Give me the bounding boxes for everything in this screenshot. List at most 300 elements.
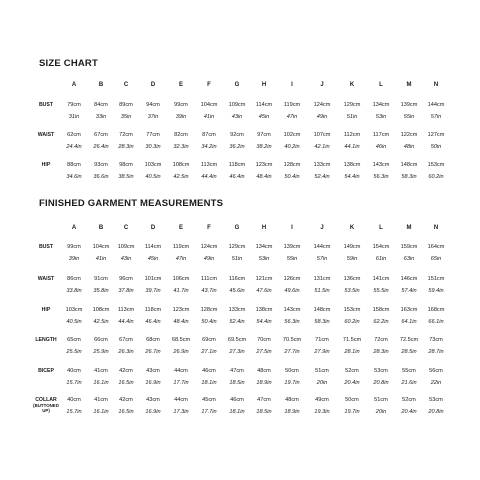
cm-value: 103cm bbox=[144, 162, 162, 168]
measurement-cell bbox=[223, 132, 251, 151]
cm-value: 41cm bbox=[94, 397, 108, 403]
cm-value: 56cm bbox=[429, 368, 443, 374]
cm-value: 128cm bbox=[200, 307, 218, 313]
inch-value: 53in bbox=[258, 256, 270, 262]
measurement-cell bbox=[422, 397, 450, 416]
measurement-cell bbox=[112, 132, 140, 151]
cm-value: 53cm bbox=[374, 368, 388, 374]
row-label bbox=[33, 162, 59, 168]
cm-value: 44cm bbox=[174, 397, 188, 403]
row-label bbox=[33, 307, 59, 313]
cm-value: 89cm bbox=[119, 102, 133, 108]
inch-value: 40.5in bbox=[66, 319, 82, 325]
cm-value: 123cm bbox=[172, 307, 190, 313]
cm-value: 68cm bbox=[146, 337, 160, 343]
measurement-cell bbox=[195, 102, 223, 121]
measurement-cell bbox=[367, 102, 395, 121]
measurement-cell bbox=[167, 276, 195, 295]
size-letter: C bbox=[123, 82, 129, 88]
inch-value: 55in bbox=[403, 114, 415, 120]
cm-value: 70cm bbox=[257, 337, 271, 343]
cm-value: 48cm bbox=[285, 397, 299, 403]
measurement-cell bbox=[112, 337, 140, 356]
inch-value: 58.3in bbox=[401, 174, 417, 180]
measurement-cell bbox=[422, 162, 450, 181]
row-label-note: (BUTTONED UP) bbox=[33, 403, 59, 413]
cm-value: 66cm bbox=[94, 337, 108, 343]
measurement-cell bbox=[308, 368, 336, 387]
inch-value: 19.3in bbox=[314, 409, 330, 415]
measurement-cell bbox=[422, 276, 450, 295]
inch-value: 53.5in bbox=[344, 288, 360, 294]
measurement-cell bbox=[278, 244, 306, 263]
inch-value: 26.4in bbox=[93, 144, 109, 150]
cm-value: 114cm bbox=[144, 244, 162, 250]
cm-value: 149cm bbox=[343, 244, 361, 250]
cm-value: 128cm bbox=[283, 162, 301, 168]
inch-value: 20in bbox=[316, 380, 328, 386]
inch-value: 28.1in bbox=[344, 349, 360, 355]
row-label bbox=[33, 337, 59, 343]
inch-value: 24.4in bbox=[66, 144, 82, 150]
inch-value: 60.2in bbox=[344, 319, 360, 325]
measurement-cell bbox=[278, 397, 306, 416]
measurement-cell bbox=[338, 102, 366, 121]
cm-value: 84cm bbox=[94, 102, 108, 108]
measurement-cell bbox=[395, 102, 423, 121]
measurement-cell bbox=[223, 397, 251, 416]
cm-value: 153cm bbox=[427, 162, 445, 168]
measurement-cell bbox=[278, 276, 306, 295]
measurement-cell bbox=[87, 397, 115, 416]
cm-value: 97cm bbox=[257, 132, 271, 138]
inch-value: 48.4in bbox=[256, 174, 272, 180]
measurement-cell bbox=[308, 276, 336, 295]
size-chart-title: SIZE CHART bbox=[39, 58, 98, 69]
measurement-cell bbox=[223, 307, 251, 326]
cm-value: 131cm bbox=[313, 276, 331, 282]
measurement-cell bbox=[395, 337, 423, 356]
size-letter: E bbox=[178, 225, 183, 231]
row-label bbox=[33, 276, 59, 282]
cm-value: 159cm bbox=[400, 244, 418, 250]
measurement-cell bbox=[367, 276, 395, 295]
measurement-cell bbox=[367, 162, 395, 181]
cm-value: 127cm bbox=[427, 132, 445, 138]
cm-value: 45cm bbox=[202, 397, 216, 403]
size-letter: K bbox=[349, 225, 355, 231]
measurement-cell bbox=[278, 307, 306, 326]
inch-value: 44.4in bbox=[118, 319, 134, 325]
cm-value: 109cm bbox=[228, 102, 246, 108]
size-letter: J bbox=[320, 225, 324, 231]
size-letter: I bbox=[291, 225, 293, 231]
inch-value: 46.4in bbox=[229, 174, 245, 180]
size-letter: B bbox=[98, 82, 104, 88]
inch-value: 17.3in bbox=[173, 409, 189, 415]
inch-value: 49.6in bbox=[284, 288, 300, 294]
inch-value: 27.9in bbox=[314, 349, 330, 355]
measurement-cell bbox=[60, 244, 88, 263]
inch-value: 45in bbox=[147, 256, 159, 262]
inch-value: 55in bbox=[286, 256, 298, 262]
cm-value: 52cm bbox=[402, 397, 416, 403]
measurement-cell bbox=[422, 337, 450, 356]
size-letter: H bbox=[261, 82, 267, 88]
inch-value: 35.8in bbox=[93, 288, 109, 294]
inch-value: 64.1in bbox=[401, 319, 417, 325]
measurement-cell bbox=[60, 337, 88, 356]
measurement-cell bbox=[278, 368, 306, 387]
measurement-cell bbox=[338, 276, 366, 295]
size-letter: M bbox=[406, 82, 412, 88]
measurement-cell bbox=[395, 307, 423, 326]
row-label-text: HIP bbox=[41, 307, 51, 313]
measurement-cell bbox=[422, 307, 450, 326]
inch-value: 28.7in bbox=[428, 349, 444, 355]
measurement-cell bbox=[395, 397, 423, 416]
row-label-text: BUST bbox=[38, 102, 54, 108]
cm-value: 126cm bbox=[283, 276, 301, 282]
inch-value: 18.5in bbox=[229, 380, 245, 386]
cm-value: 92cm bbox=[230, 132, 244, 138]
inch-value: 19.7in bbox=[284, 380, 300, 386]
inch-value: 43.7in bbox=[201, 288, 217, 294]
row-label-text: COLLAR bbox=[35, 397, 57, 403]
cm-value: 138cm bbox=[343, 162, 361, 168]
inch-value: 46.4in bbox=[145, 319, 161, 325]
inch-value: 25.9in bbox=[93, 349, 109, 355]
size-letter: N bbox=[433, 225, 439, 231]
inch-value: 40.2in bbox=[284, 144, 300, 150]
cm-value: 104cm bbox=[200, 102, 218, 108]
inch-value: 20in bbox=[375, 409, 387, 415]
cm-value: 72cm bbox=[119, 132, 133, 138]
measurement-cell bbox=[395, 276, 423, 295]
cm-value: 67cm bbox=[94, 132, 108, 138]
cm-value: 141cm bbox=[372, 276, 390, 282]
inch-value: 45.6in bbox=[229, 288, 245, 294]
measurement-cell bbox=[250, 368, 278, 387]
size-letter: G bbox=[234, 82, 240, 88]
inch-value: 51in bbox=[346, 114, 358, 120]
cm-value: 99cm bbox=[67, 244, 81, 250]
cm-value: 88cm bbox=[67, 162, 81, 168]
cm-value: 46cm bbox=[202, 368, 216, 374]
measurement-cell bbox=[139, 132, 167, 151]
measurement-cell bbox=[278, 102, 306, 121]
size-letter: I bbox=[291, 82, 293, 88]
measurement-cell bbox=[87, 162, 115, 181]
inch-value: 50in bbox=[430, 144, 442, 150]
measurement-cell bbox=[250, 276, 278, 295]
size-letter: D bbox=[150, 82, 156, 88]
measurement-cell bbox=[338, 397, 366, 416]
cm-value: 40cm bbox=[67, 397, 81, 403]
measurement-cell bbox=[195, 276, 223, 295]
inch-value: 16.1in bbox=[93, 380, 109, 386]
cm-value: 168cm bbox=[427, 307, 445, 313]
cm-value: 148cm bbox=[400, 162, 418, 168]
inch-value: 42.5in bbox=[93, 319, 109, 325]
inch-value: 59in bbox=[346, 256, 358, 262]
inch-value: 47in bbox=[175, 256, 187, 262]
inch-value: 36.2in bbox=[229, 144, 245, 150]
measurement-cell bbox=[167, 307, 195, 326]
measurement-cell bbox=[195, 337, 223, 356]
cm-value: 114cm bbox=[255, 102, 273, 108]
size-letter: A bbox=[71, 82, 77, 88]
cm-value: 68.5cm bbox=[171, 337, 191, 343]
cm-value: 98cm bbox=[119, 162, 133, 168]
measurement-cell bbox=[167, 102, 195, 121]
cm-value: 144cm bbox=[313, 244, 331, 250]
cm-value: 133cm bbox=[313, 162, 331, 168]
measurement-cell bbox=[139, 397, 167, 416]
measurement-cell bbox=[223, 102, 251, 121]
cm-value: 129cm bbox=[343, 102, 361, 108]
inch-value: 59.4in bbox=[428, 288, 444, 294]
inch-value: 46in bbox=[375, 144, 387, 150]
row-label-text: WAIST bbox=[37, 276, 55, 282]
cm-value: 73cm bbox=[429, 337, 443, 343]
cm-value: 143cm bbox=[283, 307, 301, 313]
inch-value: 26.7in bbox=[145, 349, 161, 355]
measurement-cell bbox=[338, 368, 366, 387]
size-letter: N bbox=[433, 82, 439, 88]
row-label-text: HIP bbox=[41, 162, 51, 168]
measurement-cell bbox=[112, 102, 140, 121]
row-label bbox=[33, 132, 59, 138]
cm-value: 96cm bbox=[119, 276, 133, 282]
measurement-cell bbox=[167, 244, 195, 263]
measurement-cell bbox=[60, 368, 88, 387]
measurement-cell bbox=[87, 276, 115, 295]
cm-value: 50cm bbox=[285, 368, 299, 374]
measurement-cell bbox=[250, 337, 278, 356]
cm-value: 122cm bbox=[400, 132, 418, 138]
inch-value: 65in bbox=[430, 256, 442, 262]
row-label-text: BUST bbox=[38, 244, 54, 250]
cm-value: 113cm bbox=[200, 162, 218, 168]
measurement-cell bbox=[223, 368, 251, 387]
row-label bbox=[33, 397, 59, 413]
cm-value: 119cm bbox=[172, 244, 190, 250]
inch-value: 39in bbox=[68, 256, 80, 262]
measurement-cell bbox=[367, 397, 395, 416]
inch-value: 27.3in bbox=[229, 349, 245, 355]
measurement-cell bbox=[338, 307, 366, 326]
size-letter: C bbox=[123, 225, 129, 231]
cm-value: 47cm bbox=[230, 368, 244, 374]
measurement-cell bbox=[139, 307, 167, 326]
measurement-cell bbox=[367, 368, 395, 387]
inch-value: 49in bbox=[316, 114, 328, 120]
size-letter: D bbox=[150, 225, 156, 231]
measurement-cell bbox=[395, 244, 423, 263]
inch-value: 39in bbox=[175, 114, 187, 120]
cm-value: 42cm bbox=[119, 397, 133, 403]
measurement-cell bbox=[395, 368, 423, 387]
inch-value: 34.6in bbox=[66, 174, 82, 180]
cm-value: 55cm bbox=[402, 368, 416, 374]
cm-value: 91cm bbox=[94, 276, 108, 282]
inch-value: 61in bbox=[375, 256, 387, 262]
cm-value: 144cm bbox=[427, 102, 445, 108]
inch-value: 18.1in bbox=[201, 380, 217, 386]
cm-value: 108cm bbox=[92, 307, 110, 313]
measurement-cell bbox=[278, 132, 306, 151]
measurement-cell bbox=[87, 244, 115, 263]
measurement-cell bbox=[278, 337, 306, 356]
cm-value: 65cm bbox=[67, 337, 81, 343]
cm-value: 146cm bbox=[400, 276, 418, 282]
inch-value: 15.7in bbox=[66, 380, 82, 386]
cm-value: 86cm bbox=[67, 276, 81, 282]
measurement-cell bbox=[223, 337, 251, 356]
cm-value: 72.5cm bbox=[399, 337, 419, 343]
measurement-cell bbox=[112, 244, 140, 263]
inch-value: 16.5in bbox=[118, 409, 134, 415]
inch-value: 18.9in bbox=[284, 409, 300, 415]
inch-value: 58.3in bbox=[314, 319, 330, 325]
measurement-cell bbox=[139, 337, 167, 356]
size-letter: F bbox=[207, 82, 211, 88]
measurement-cell bbox=[195, 162, 223, 181]
inch-value: 20.4in bbox=[401, 409, 417, 415]
cm-value: 69cm bbox=[202, 337, 216, 343]
cm-value: 51cm bbox=[315, 368, 329, 374]
cm-value: 46cm bbox=[230, 397, 244, 403]
inch-value: 40.5in bbox=[145, 174, 161, 180]
measurement-cell bbox=[60, 132, 88, 151]
measurement-cell bbox=[308, 337, 336, 356]
cm-value: 143cm bbox=[372, 162, 390, 168]
inch-value: 38.5in bbox=[118, 174, 134, 180]
inch-value: 15.7in bbox=[66, 409, 82, 415]
measurement-cell bbox=[250, 102, 278, 121]
row-label bbox=[33, 244, 59, 250]
cm-value: 72cm bbox=[374, 337, 388, 343]
measurement-cell bbox=[139, 162, 167, 181]
measurement-cell bbox=[223, 162, 251, 181]
measurement-cell bbox=[167, 337, 195, 356]
measurement-cell bbox=[308, 162, 336, 181]
measurement-cell bbox=[367, 244, 395, 263]
inch-value: 16.5in bbox=[118, 380, 134, 386]
inch-value: 37in bbox=[147, 114, 159, 120]
cm-value: 124cm bbox=[313, 102, 331, 108]
inch-value: 50.4in bbox=[284, 174, 300, 180]
cm-value: 112cm bbox=[343, 132, 361, 138]
measurement-cell bbox=[60, 276, 88, 295]
measurement-cell bbox=[338, 132, 366, 151]
cm-value: 134cm bbox=[372, 102, 390, 108]
cm-value: 163cm bbox=[400, 307, 418, 313]
row-label-text: LENGTH bbox=[35, 337, 57, 343]
inch-value: 44.4in bbox=[201, 174, 217, 180]
cm-value: 48cm bbox=[257, 368, 271, 374]
measurement-cell bbox=[195, 132, 223, 151]
measurement-cell bbox=[87, 307, 115, 326]
cm-value: 42cm bbox=[119, 368, 133, 374]
cm-value: 111cm bbox=[201, 276, 217, 282]
cm-value: 43cm bbox=[146, 397, 160, 403]
cm-value: 123cm bbox=[255, 162, 273, 168]
measurement-cell bbox=[112, 276, 140, 295]
measurement-cell bbox=[308, 397, 336, 416]
inch-value: 56.3in bbox=[373, 174, 389, 180]
measurement-cell bbox=[250, 244, 278, 263]
measurement-cell bbox=[338, 162, 366, 181]
inch-value: 33in bbox=[95, 114, 107, 120]
inch-value: 66.1in bbox=[428, 319, 444, 325]
cm-value: 109cm bbox=[117, 244, 135, 250]
inch-value: 41.7in bbox=[173, 288, 189, 294]
measurement-cell bbox=[250, 162, 278, 181]
cm-value: 103cm bbox=[65, 307, 83, 313]
measurement-cell bbox=[395, 132, 423, 151]
inch-value: 30.3in bbox=[145, 144, 161, 150]
inch-value: 51in bbox=[231, 256, 243, 262]
inch-value: 51.5in bbox=[314, 288, 330, 294]
inch-value: 57in bbox=[430, 114, 442, 120]
measurement-cell bbox=[278, 162, 306, 181]
measurement-cell bbox=[422, 368, 450, 387]
inch-value: 21.6in bbox=[401, 380, 417, 386]
measurement-cell bbox=[308, 307, 336, 326]
inch-value: 47.6in bbox=[256, 288, 272, 294]
cm-value: 43cm bbox=[146, 368, 160, 374]
measurement-cell bbox=[87, 132, 115, 151]
cm-value: 118cm bbox=[228, 162, 246, 168]
inch-value: 28.3in bbox=[373, 349, 389, 355]
measurement-cell bbox=[367, 307, 395, 326]
inch-value: 17.7in bbox=[173, 380, 189, 386]
cm-value: 40cm bbox=[67, 368, 81, 374]
cm-value: 50cm bbox=[345, 397, 359, 403]
cm-value: 153cm bbox=[343, 307, 361, 313]
inch-value: 63in bbox=[403, 256, 415, 262]
measurement-cell bbox=[60, 162, 88, 181]
measurement-cell bbox=[250, 132, 278, 151]
inch-value: 16.9in bbox=[145, 380, 161, 386]
measurement-cell bbox=[250, 397, 278, 416]
size-letter: H bbox=[261, 225, 267, 231]
inch-value: 39.7in bbox=[145, 288, 161, 294]
cm-value: 79cm bbox=[67, 102, 81, 108]
inch-value: 55.5in bbox=[373, 288, 389, 294]
measurement-cell bbox=[87, 102, 115, 121]
inch-value: 48.4in bbox=[173, 319, 189, 325]
inch-value: 52.4in bbox=[314, 174, 330, 180]
row-label bbox=[33, 102, 59, 108]
inch-value: 42.5in bbox=[173, 174, 189, 180]
cm-value: 52cm bbox=[345, 368, 359, 374]
inch-value: 43in bbox=[231, 114, 243, 120]
cm-value: 154cm bbox=[372, 244, 390, 250]
measurement-cell bbox=[87, 337, 115, 356]
measurement-cell bbox=[250, 307, 278, 326]
inch-value: 17.7in bbox=[201, 409, 217, 415]
size-letter: E bbox=[178, 82, 183, 88]
inch-value: 28.3in bbox=[118, 144, 134, 150]
measurement-cell bbox=[367, 132, 395, 151]
measurement-cell bbox=[60, 307, 88, 326]
cm-value: 124cm bbox=[200, 244, 218, 250]
size-letter: F bbox=[207, 225, 211, 231]
finished-measurements-title: FINISHED GARMENT MEASUREMENTS bbox=[39, 198, 224, 209]
